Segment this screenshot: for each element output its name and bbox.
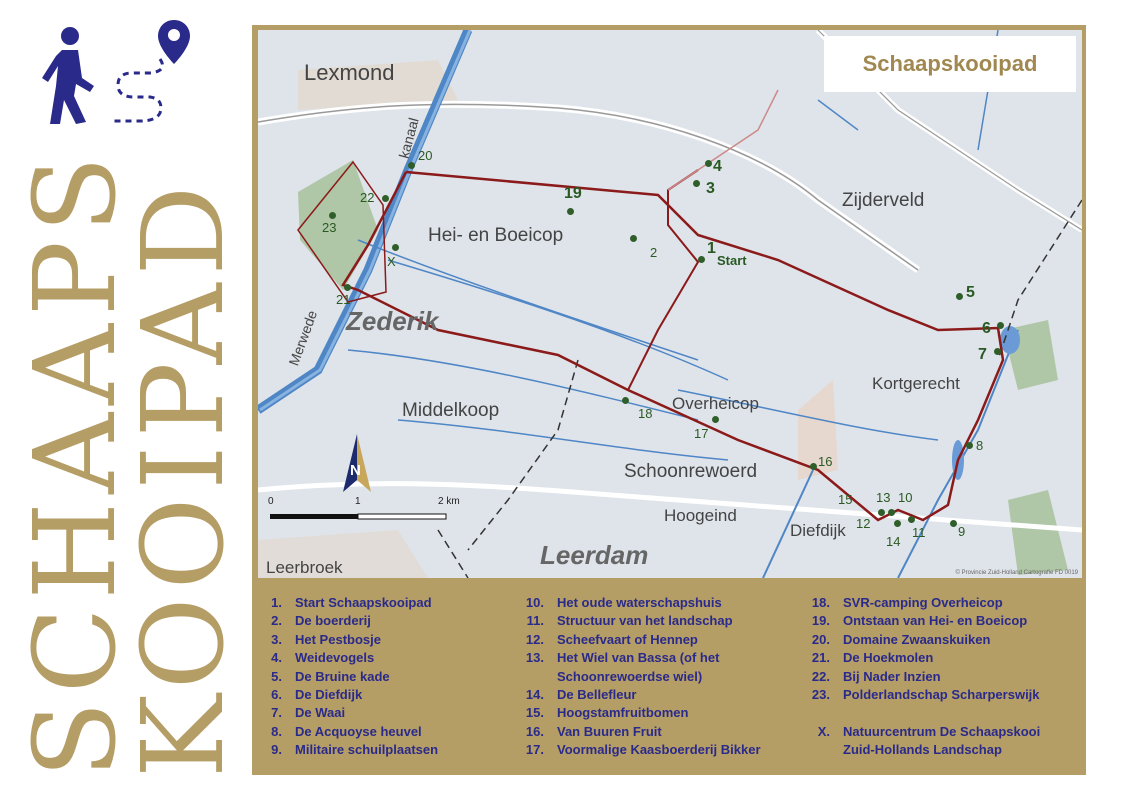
legend-item <box>252 594 438 612</box>
legend-item-text: Bij Nader Inzien <box>843 668 941 684</box>
marker-dot-3 <box>693 180 700 187</box>
marker-x: X <box>387 254 396 269</box>
place-diefdijk: Diefdijk <box>790 521 846 540</box>
legend-item-text: SVR-camping Overheicop <box>843 595 1003 610</box>
marker-19: 19 <box>564 185 582 202</box>
marker-dot-18 <box>622 397 629 404</box>
legend-item-text: Polderlandschap Scharperswijk <box>843 687 1040 703</box>
marker-16: 16 <box>818 454 833 469</box>
place-zijderveld: Zijderveld <box>842 190 925 211</box>
place-schoonrewoerd: Schoonrewoerd <box>624 461 758 482</box>
legend-item <box>514 686 761 704</box>
map-copyright: © Provincie Zuid-Holland Cartografie FD 0019 <box>955 570 1078 576</box>
place-leerbroek: Leerbroek <box>266 558 343 577</box>
legend-item-number: 11. <box>526 613 544 629</box>
marker-9: 9 <box>958 524 966 539</box>
legend-item <box>514 631 761 649</box>
legend-item-number: 5. <box>271 668 282 684</box>
marker-dot-x <box>392 244 399 251</box>
legend-item <box>252 631 438 649</box>
walking-person-icon <box>38 26 98 126</box>
marker-12: 12 <box>856 516 871 531</box>
marker-dot-5 <box>956 293 963 300</box>
scale-label-2: 2 km <box>438 496 460 507</box>
legend-item-text: De boerderij <box>295 613 371 629</box>
scale-label-1: 1 <box>355 496 361 507</box>
marker-dot-19 <box>567 208 574 215</box>
marker-21: 21 <box>336 292 351 307</box>
legend-item-number: 21. <box>811 650 830 666</box>
map-graphics <box>258 30 1082 578</box>
legend-item-text: Het Wiel van Bassa (of het <box>557 650 720 666</box>
legend-item <box>800 723 1040 741</box>
place-overheicop: Overheicop <box>672 394 759 413</box>
legend-item-text: Structuur van het landschap <box>557 613 733 629</box>
route-title: Schaapskooipad <box>824 36 1076 92</box>
legend-item-text: De Bruine kade <box>295 668 390 684</box>
marker-dot-20 <box>408 162 415 169</box>
legend-item <box>252 741 438 759</box>
marker-dot-8 <box>966 442 973 449</box>
legend-item <box>800 686 1040 704</box>
legend-item-number: 17. <box>525 742 544 758</box>
legend-item-text: Schoonrewoerdse wiel) <box>557 668 703 684</box>
legend-item <box>800 612 1040 630</box>
legend-item-text: De Acquoyse heuvel <box>295 723 422 739</box>
legend-item-text: Voormalige Kaasboerderij Bikker <box>557 742 761 758</box>
legend-item-number: 18. <box>811 595 830 610</box>
legend-item-number <box>800 704 830 722</box>
legend-column-3 <box>800 594 1040 760</box>
legend-item <box>514 668 761 686</box>
legend-item <box>252 612 438 630</box>
legend-item-number: 6. <box>271 687 282 703</box>
legend-item-number: 15. <box>525 705 544 721</box>
legend-item <box>514 594 761 612</box>
place-kortgerecht: Kortgerecht <box>872 374 960 393</box>
legend-item-text: Hoogstamfruitbomen <box>557 705 689 721</box>
marker-dot-4 <box>705 160 712 167</box>
marker-dot-7 <box>994 348 1001 355</box>
location-pin-icon <box>156 18 192 66</box>
legend-item-text: Militaire schuilplaatsen <box>295 742 439 758</box>
legend-item <box>514 649 761 667</box>
marker-23: 23 <box>322 220 337 235</box>
place-hei-en-boeicop: Hei- en Boeicop <box>428 225 564 246</box>
legend-item <box>252 723 438 741</box>
legend-item-number: X. <box>817 723 830 739</box>
legend-item <box>514 741 761 759</box>
legend-item-number: 7. <box>271 705 282 721</box>
legend-column-1 <box>252 594 438 760</box>
marker-13: 13 <box>876 490 891 505</box>
legend-item-text: Het Pestbosje <box>295 631 381 647</box>
legend-item <box>252 668 438 686</box>
marker-17: 17 <box>694 426 709 441</box>
marker-dot-1 <box>698 256 705 263</box>
legend-item-text: De Diefdijk <box>295 687 363 703</box>
legend-item-number: 4. <box>271 650 282 666</box>
marker-dot-6 <box>997 322 1004 329</box>
legend-item-number: 14. <box>525 687 544 703</box>
legend-item <box>800 594 1040 612</box>
legend-item-number: 3. <box>271 631 282 647</box>
legend-item-text: Zuid-Hollands Landschap <box>843 742 1002 758</box>
legend-item-text: Ontstaan van Hei- en Boeicop <box>843 613 1028 629</box>
legend-item-number: 10. <box>525 595 544 610</box>
marker-dot-13 <box>878 509 885 516</box>
marker-3: 3 <box>706 180 715 197</box>
legend <box>252 586 1086 770</box>
marker-11: 11 <box>912 525 926 540</box>
marker-8: 8 <box>976 438 984 453</box>
legend-column-2 <box>514 594 761 760</box>
place-middelkoop: Middelkoop <box>402 400 500 421</box>
legend-item <box>252 704 438 722</box>
legend-item-number: 2. <box>271 613 282 629</box>
legend-item <box>252 686 438 704</box>
marker-22: 22 <box>360 190 375 205</box>
route-map <box>258 30 1082 578</box>
marker-dot-2 <box>630 235 637 242</box>
place-merwede: Merwede <box>285 308 321 368</box>
marker-dot-11 <box>908 516 915 523</box>
place-leerdam: Leerdam <box>540 540 649 570</box>
legend-item-text: De Hoekmolen <box>843 650 934 666</box>
marker-dot-16 <box>810 463 817 470</box>
marker-4: 4 <box>713 158 722 175</box>
legend-item-number <box>800 741 830 759</box>
legend-item-number: 22. <box>811 668 830 684</box>
legend-item-number: 23. <box>811 687 830 703</box>
legend-item-text: Natuurcentrum De Schaapskooi <box>843 723 1041 739</box>
marker-1: 1 <box>707 240 716 257</box>
legend-item <box>514 723 761 741</box>
place-lexmond: Lexmond <box>304 60 395 85</box>
marker-14: 14 <box>886 534 901 549</box>
legend-item <box>800 741 1040 759</box>
legend-item <box>514 704 761 722</box>
marker-5: 5 <box>966 284 975 301</box>
legend-item-number: 20. <box>811 631 830 647</box>
marker-6: 6 <box>982 320 991 337</box>
legend-item-text: De Waai <box>295 705 346 721</box>
marker-dot-9 <box>950 520 957 527</box>
legend-item-text: De Bellefleur <box>557 687 637 703</box>
marker-15: 15 <box>838 492 853 507</box>
north-arrow-label: N <box>350 462 361 479</box>
scale-label-0: 0 <box>268 496 274 507</box>
marker-18: 18 <box>638 406 653 421</box>
marker-7: 7 <box>978 346 987 363</box>
legend-item-text: Domaine Zwaanskuiken <box>843 631 991 647</box>
legend-item-text: Scheefvaart of Hennep <box>557 631 698 647</box>
marker-20: 20 <box>418 148 433 163</box>
marker-dot-15 <box>888 509 895 516</box>
legend-item-number: 9. <box>271 742 282 758</box>
legend-item-number: 16. <box>525 723 544 739</box>
marker-2: 2 <box>650 245 658 260</box>
side-title-line-1: SCHAAPS <box>11 148 141 778</box>
legend-item <box>800 649 1040 667</box>
legend-item-number: 8. <box>271 723 282 739</box>
legend-item-text: Het oude waterschapshuis <box>557 595 722 610</box>
legend-item-number <box>514 668 544 686</box>
legend-item <box>800 704 1040 722</box>
marker-dot-14 <box>894 520 901 527</box>
marker-10: 10 <box>898 490 913 505</box>
marker-dot-17 <box>712 416 719 423</box>
legend-item-text: Van Buuren Fruit <box>557 723 662 739</box>
side-title-line-2: KOOIPAD <box>119 177 249 778</box>
marker-dot-22 <box>382 195 389 202</box>
legend-item-text: Weidevogels <box>295 650 375 666</box>
legend-item-number: 1. <box>271 595 282 610</box>
legend-item-number: 13. <box>525 650 544 666</box>
legend-item <box>252 649 438 667</box>
legend-item-text: Start Schaapskooipad <box>295 595 432 610</box>
legend-item-number: 12. <box>525 631 544 647</box>
marker-dot-23 <box>329 212 336 219</box>
legend-item <box>800 668 1040 686</box>
place-kanaal: kanaal <box>395 115 422 161</box>
marker-start-label: Start <box>717 253 747 268</box>
place-zederik: Zederik <box>346 306 439 336</box>
marker-dot-21 <box>344 284 351 291</box>
legend-item <box>800 631 1040 649</box>
legend-item <box>514 612 761 630</box>
place-hoogeind: Hoogeind <box>664 506 737 525</box>
legend-item-number: 19. <box>811 613 830 629</box>
